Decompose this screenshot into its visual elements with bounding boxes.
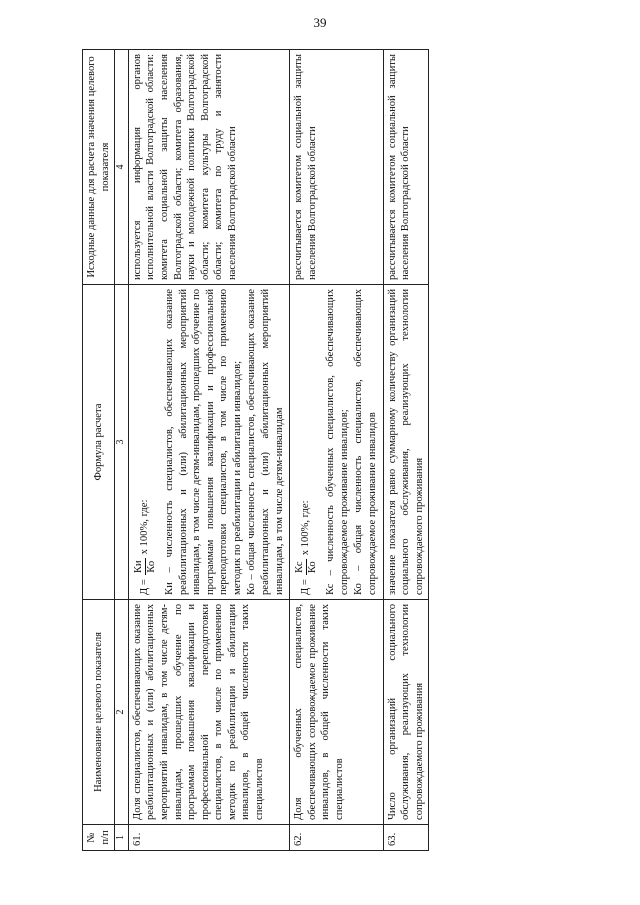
table-row [290,50,383,851]
formula-lhs: Д = [300,579,312,595]
row-number: 63. [383,825,429,851]
column-number: 3 [115,285,129,600]
indicator-name: Доля обученных специалистов, обеспечивающих сопровождаемое проживание инвалидов, в общей численности таких специалистов [290,600,383,825]
formula-rhs: х 100%, где: [300,500,312,556]
column-number: 1 [115,825,129,851]
formula-definition: Ко – общая численность специалистов, обеспечивающих сопровождаемое проживание инвалидов [353,289,379,595]
header-name: Наименование целевого показателя [83,600,115,825]
rotated-table-wrapper [82,50,557,851]
fraction [294,559,318,575]
table-row [383,50,429,851]
indicator-name: Доля специалистов, обеспечивающих оказание реабилитационных и (или) абилитационных мероприятий инвалидам, в том числе детям-инвалидам, прошедших обучение по программам повышения квалификации и профессиональной переподготовки специалистов, в том числе по применению методик по реабилитации и абилитации инвалидов, в общей численности таких специалистов [128,600,289,825]
indicator-table [82,49,429,851]
fraction-denominator: Ко [306,561,318,574]
fraction-denominator: Ко [145,560,157,573]
formula-text: значение показателя равно суммарному количеству организаций социального обслуживания, реализующих технологии сопровождаемого проживания [383,285,429,600]
indicator-name: Число организаций социального обслуживания, реализующих технологии сопровождаемого проживания [383,600,429,825]
header-formula: Формула расчета [83,285,115,600]
row-number: 62. [290,825,383,851]
table-row [128,50,289,851]
column-number-row [115,50,129,851]
page-number: 39 [313,15,327,30]
formula-definition: Ко – общая численность специалистов, обеспечивающих оказание реабилитационных и (или) абилитационных мероприятий инвалидам, в том числе детям-инвалидам [246,289,285,595]
formula-lhs: Д = [139,579,151,595]
column-number: 4 [115,50,129,285]
formula [294,289,318,595]
header-num: № п/п [83,825,115,851]
header-source: Исходные данные для расчета значения целевого показателя [83,50,115,285]
row-number: 61. [128,825,289,851]
formula-cell [290,285,383,600]
source-data: рассчитывается комитетом социальной защиты населения Волгоградской области [290,50,383,285]
header-row [83,50,115,851]
formula-definition: Кс – численность обученных специалистов, обеспечивающих сопровождаемое проживание инвалидов; [325,289,350,595]
formula-definition: Ки – численность специалистов, обеспечивающих оказание реабилитационных и (или) абилитационных мероприятий инвалидам, в том числе детям-инвалидам, прошедших обучение по программам повышения квалификации и профессиональной переподготовки специалистов, в том числе по применению методик по реабилитации и абилитации инвалидов; [164,289,243,595]
column-number: 2 [115,600,129,825]
fraction-numerator: Ки [132,560,144,574]
source-data: используется информация органов исполнительной власти Волгоградской области: комитета социальной защиты населения Волгоградской области; комитета образования, науки и молодежной политики Волгоградской области; комитета культуры Волгоградской области; комитета по труду и занятости населения Волгоградской области [128,50,289,285]
source-data: рассчитывается комитетом социальной защиты населения Волгоградской области [383,50,429,285]
fraction-numerator: Кс [294,561,306,573]
formula-cell [128,285,289,600]
formula [133,289,157,595]
formula-rhs: х 100%, где: [139,499,151,555]
fraction [133,558,157,575]
